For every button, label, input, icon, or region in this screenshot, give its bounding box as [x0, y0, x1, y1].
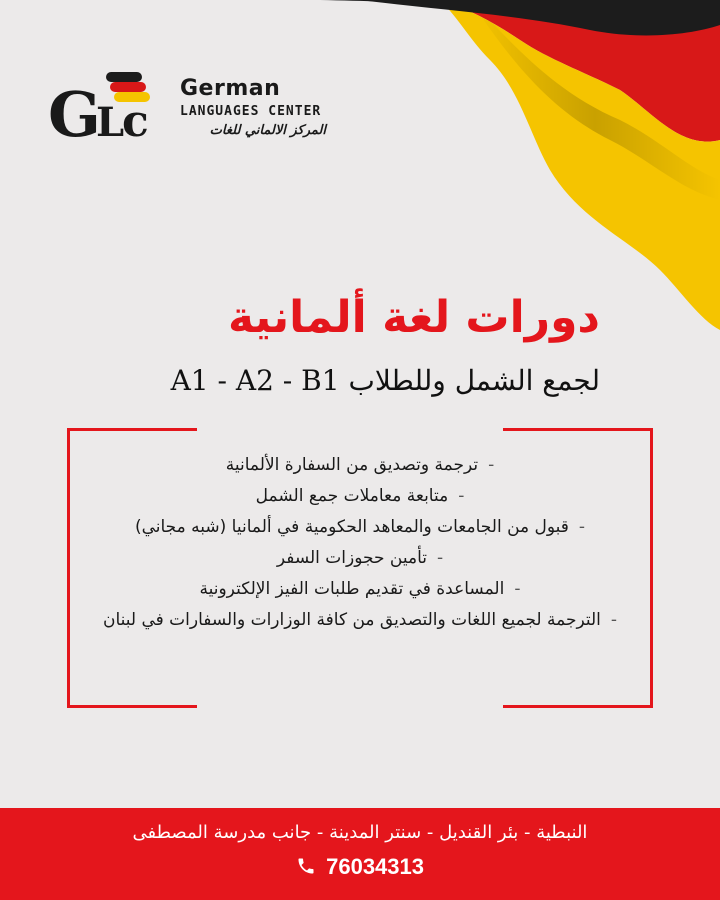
- phone-contact[interactable]: [0, 854, 720, 880]
- svg-text:L: L: [96, 99, 125, 146]
- svg-text:G: G: [48, 78, 101, 150]
- logo-name-line1: German: [180, 76, 281, 101]
- service-item: -تأمين حجوزات السفر: [276, 548, 444, 568]
- logo-name-line2: LANGUAGES CENTER: [180, 104, 322, 119]
- phone-number: 76034313: [326, 854, 424, 879]
- logo-name-arabic: المركز الالماني للغات: [209, 123, 326, 138]
- services-list: [90, 452, 630, 638]
- service-item: -ترجمة وتصديق من السفارة الألمانية: [225, 455, 495, 475]
- headline: دورات لغة ألمانية: [227, 292, 600, 343]
- svg-text:c: c: [122, 96, 149, 147]
- service-item: -متابعة معاملات جمع الشمل: [255, 486, 465, 506]
- german-flag-image: [320, 0, 720, 340]
- service-item: -المساعدة في تقديم طلبات الفيز الإلكترونية: [199, 579, 521, 599]
- address-text: النبطية - بئر القنديل - سنتر المدينة - جانب مدرسة المصطفى: [132, 822, 588, 843]
- footer-bar: [0, 808, 720, 900]
- logo: [48, 70, 338, 150]
- service-item: -الترجمة لجميع اللغات والتصديق من كافة الوزارات والسفارات في لبنان: [102, 610, 618, 630]
- subline: لجمع الشمل وللطلاب A1 - A2 - B1: [170, 364, 600, 397]
- service-item: -قبول من الجامعات والمعاهد الحكومية في ألمانيا (شبه مجاني): [134, 517, 586, 537]
- phone-icon: [296, 855, 316, 877]
- logo-monogram-icon: [48, 70, 178, 150]
